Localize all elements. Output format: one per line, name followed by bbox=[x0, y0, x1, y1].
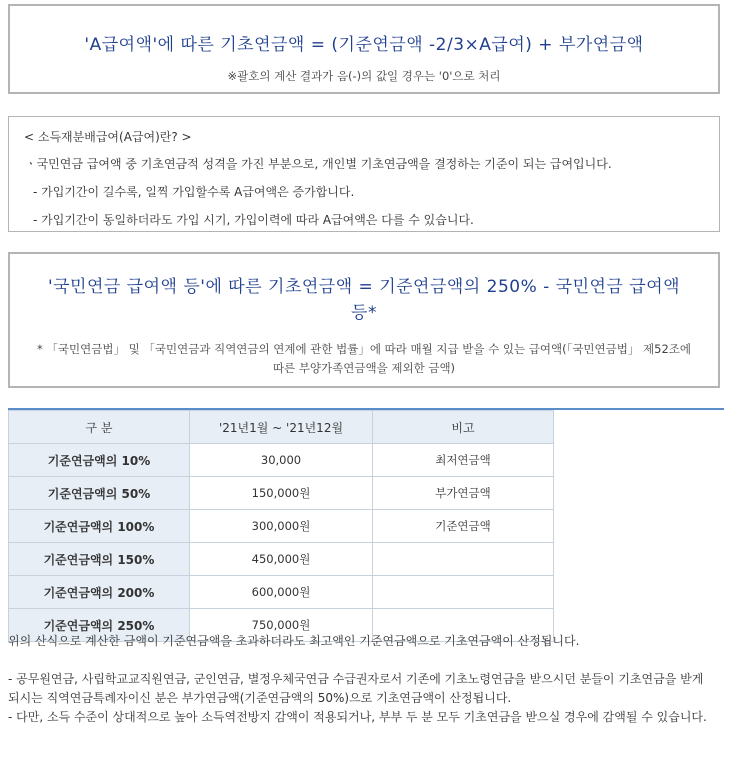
header-period: '21년1월 ~ '21년12월 bbox=[190, 411, 373, 444]
a-benefit-heading: < 소득재분배급여(A급여)란? > bbox=[24, 130, 192, 144]
row-remark: 최저연금액 bbox=[373, 444, 554, 477]
table-row bbox=[9, 510, 554, 543]
row-value: 750,000원 bbox=[190, 609, 373, 642]
row-value: 300,000원 bbox=[190, 510, 373, 543]
row-value: 450,000원 bbox=[190, 543, 373, 576]
table-row bbox=[9, 477, 554, 510]
row-label: 기준연금액의 10% bbox=[9, 444, 190, 477]
header-remark: 비고 bbox=[373, 411, 554, 444]
definition-line: - 가입기간이 길수록, 일찍 가입할수록 A급여액은 증가합니다. bbox=[33, 185, 355, 199]
formula-pension: '국민연금 급여액 등'에 따른 기초연금액 = 기준연금액의 250% - 국민연금 급여액 등* bbox=[47, 277, 681, 323]
formula-a-note: ※괄호의 계산 결과가 음(-)의 값일 경우는 '0'으로 처리 bbox=[227, 69, 501, 83]
row-label: 기준연금액의 150% bbox=[9, 543, 190, 576]
table-row bbox=[9, 543, 554, 576]
header-category: 구 분 bbox=[9, 411, 190, 444]
definition-line: - 가입기간이 동일하더라도 가입 시기, 가입이력에 따라 A급여액은 다를 수 있습니다. bbox=[33, 213, 474, 227]
row-remark bbox=[373, 576, 554, 609]
footer-notes bbox=[8, 670, 718, 727]
a-benefit-definition-box bbox=[8, 116, 720, 232]
definition-line: ㆍ국민연금 급여액 중 기초연금적 성격을 가진 부분으로, 개인별 기초연금액을 결정하는 기준이 되는 급여입니다. bbox=[25, 157, 612, 171]
footer-note-special: - 공무원연금, 사립학교교직원연금, 군인연금, 별정우체국연금 수급권자로서 기존에 기초노령연금을 받으시던 분들이 기초연금을 받게 되시는 직역연금특례자이신 분은 부가연금액(기준연금액의 50%)으로 기초연금액이 산정됩니다. bbox=[8, 672, 704, 705]
row-label: 기준연금액의 100% bbox=[9, 510, 190, 543]
table-row bbox=[9, 576, 554, 609]
pension-amount-table bbox=[8, 410, 554, 642]
row-label: 기준연금액의 200% bbox=[9, 576, 190, 609]
row-remark: 부가연금액 bbox=[373, 477, 554, 510]
row-value: 150,000원 bbox=[190, 477, 373, 510]
row-remark: 기준연금액 bbox=[373, 510, 554, 543]
formula-a-benefit: 'A급여액'에 따른 기초연금액 = (기준연금액 -2/3×A급여) + 부가연금액 bbox=[84, 35, 644, 55]
footer-paragraph-cap: 위의 산식으로 계산한 금액이 기준연금액을 초과하더라도 최고액인 기준연금액으로 기초연금액이 산정됩니다. bbox=[8, 634, 580, 648]
formula-box-a-benefit bbox=[8, 4, 720, 94]
row-label: 기준연금액의 250% bbox=[9, 609, 190, 642]
formula-box-pension bbox=[8, 252, 720, 388]
table-header-row bbox=[9, 411, 554, 444]
row-remark bbox=[373, 543, 554, 576]
footer-note-reduction: - 다만, 소득 수준이 상대적으로 높아 소득역전방지 감액이 적용되거나, 부부 두 분 모두 기초연금을 받으실 경우에 감액될 수 있습니다. bbox=[8, 710, 707, 724]
table-row bbox=[9, 444, 554, 477]
row-value: 600,000원 bbox=[190, 576, 373, 609]
row-label: 기준연금액의 50% bbox=[9, 477, 190, 510]
formula-pension-note: * 「국민연금법」 및 「국민연금과 직역연금의 연계에 관한 법률」에 따라 매월 지급 받을 수 있는 급여액(「국민연금법」 제52조에 따른 부양가족연금액을 제외한 금액) bbox=[37, 342, 691, 375]
row-value: 30,000 bbox=[190, 444, 373, 477]
